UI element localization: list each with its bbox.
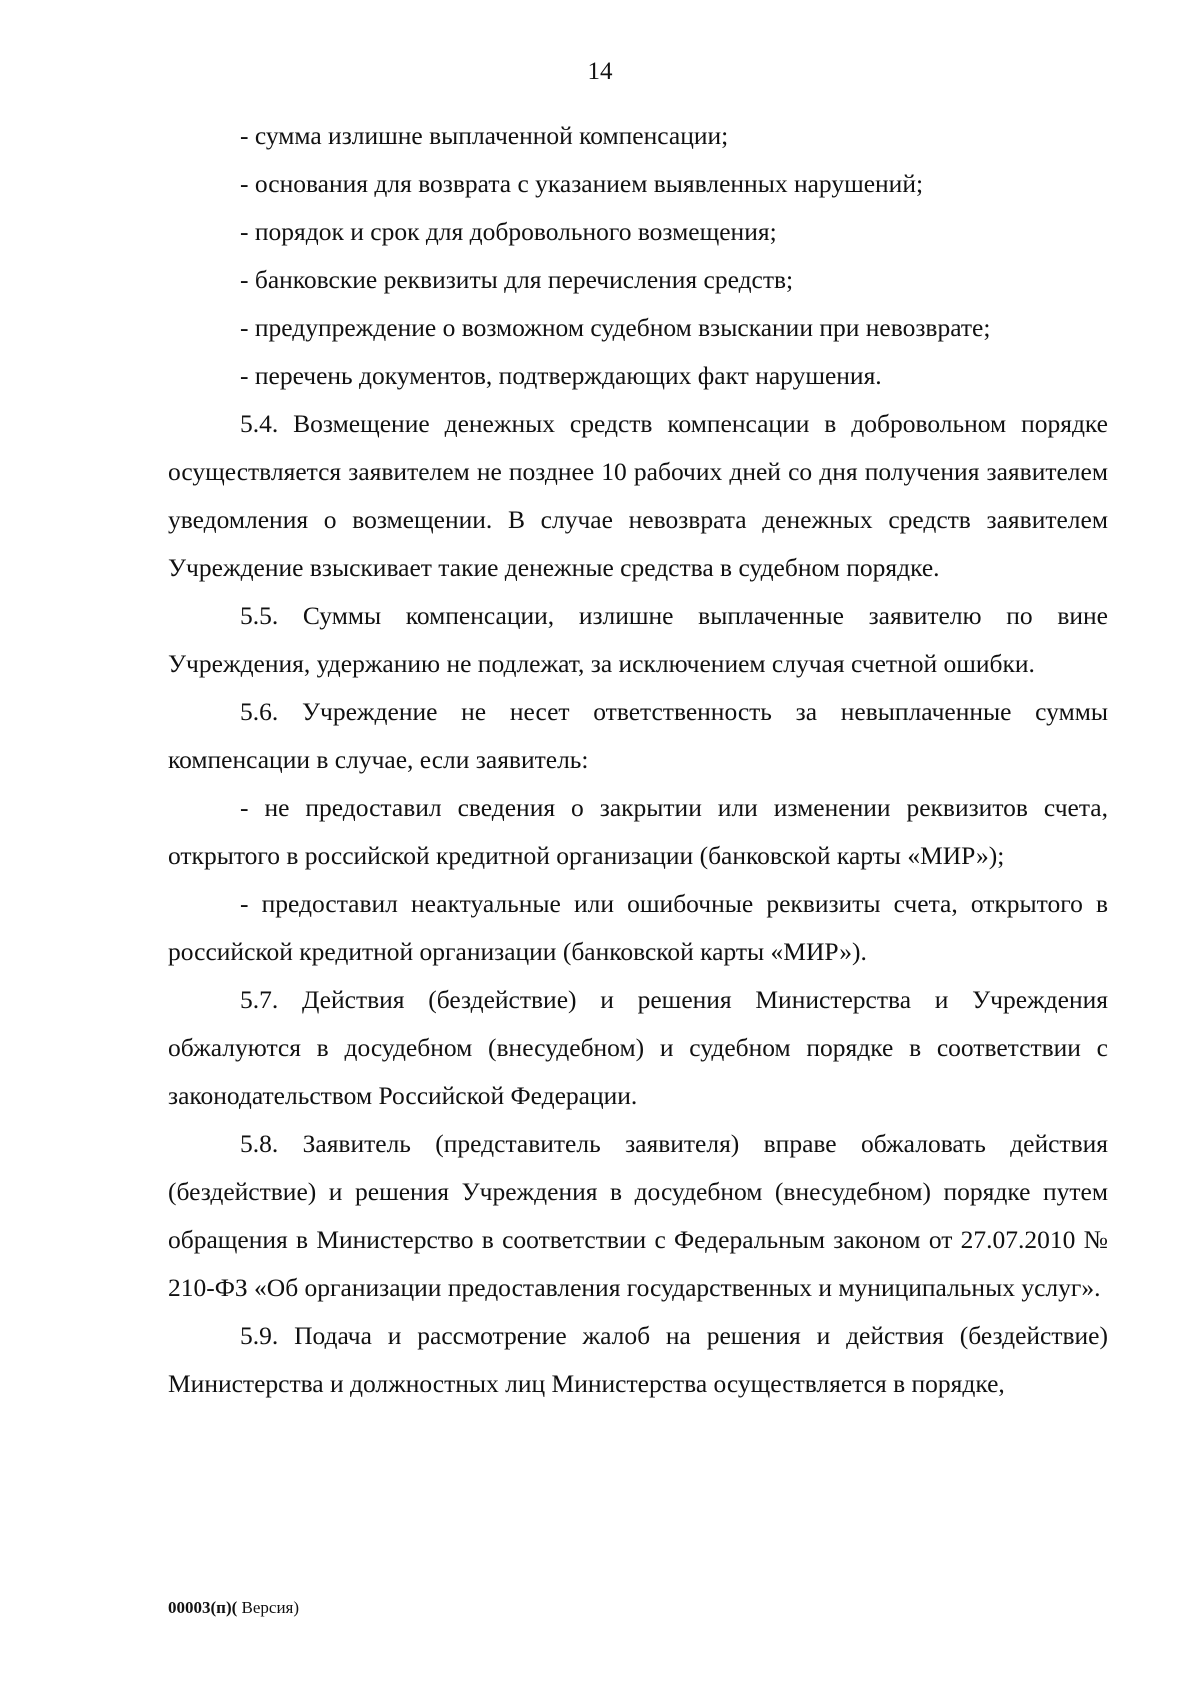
list-item: - банковские реквизиты для перечисления средств;	[240, 265, 794, 294]
paragraph-5-8: 5.8. Заявитель (представитель заявителя) вправе обжаловать действия (бездействие) и решения Учреждения в досудебном (внесудебном) порядке путем обращения в Министерство в соответствии с Федеральным законом от 27.07.2010 № 210-ФЗ «Об организации предоставления государственных и муниципальных услуг».	[168, 1129, 1108, 1302]
paragraph-5-4: 5.4. Возмещение денежных средств компенсации в добровольном порядке осуществляется заявителем не позднее 10 рабочих дней со дня получения заявителем уведомления о возмещении. В случае невозврата денежных средств заявителем Учреждение взыскивает такие денежные средства в судебном порядке.	[168, 409, 1108, 582]
page-number: 14	[587, 58, 613, 85]
document-version-label: Версия)	[237, 1598, 300, 1617]
list-item: - порядок и срок для добровольного возмещения;	[240, 217, 777, 246]
list-item: - сумма излишне выплаченной компенсации;	[240, 121, 729, 150]
paragraph-5-5: 5.5. Суммы компенсации, излишне выплаченные заявителю по вине Учреждения, удержанию не подлежат, за исключением случая счетной ошибки.	[168, 601, 1108, 678]
paragraph-5-6-item-a: - не предоставил сведения о закрытии или изменении реквизитов счета, открытого в российской кредитной организации (банковской карты «МИР»);	[168, 793, 1108, 870]
paragraph-5-9: 5.9. Подача и рассмотрение жалоб на решения и действия (бездействие) Министерства и должностных лиц Министерства осуществляется в порядке,	[168, 1321, 1108, 1398]
paragraph-5-6-item-b: - предоставил неактуальные или ошибочные реквизиты счета, открытого в российской кредитной организации (банковской карты «МИР»).	[168, 889, 1108, 966]
paragraph-5-7: 5.7. Действия (бездействие) и решения Министерства и Учреждения обжалуются в досудебном (внесудебном) и судебном порядке в соответствии с законодательством Российской Федерации.	[168, 985, 1108, 1110]
paragraph-5-6: 5.6. Учреждение не несет ответственность за невыплаченные суммы компенсации в случае, если заявитель:	[168, 697, 1108, 774]
list-item: - основания для возврата с указанием выявленных нарушений;	[240, 169, 924, 198]
document-code	[168, 1598, 299, 1618]
list-item: - перечень документов, подтверждающих факт нарушения.	[240, 361, 882, 390]
document-body	[168, 112, 1108, 1408]
document-code-number: 00003(п)(	[168, 1598, 238, 1617]
list-item: - предупреждение о возможном судебном взыскании при невозврате;	[240, 313, 991, 342]
